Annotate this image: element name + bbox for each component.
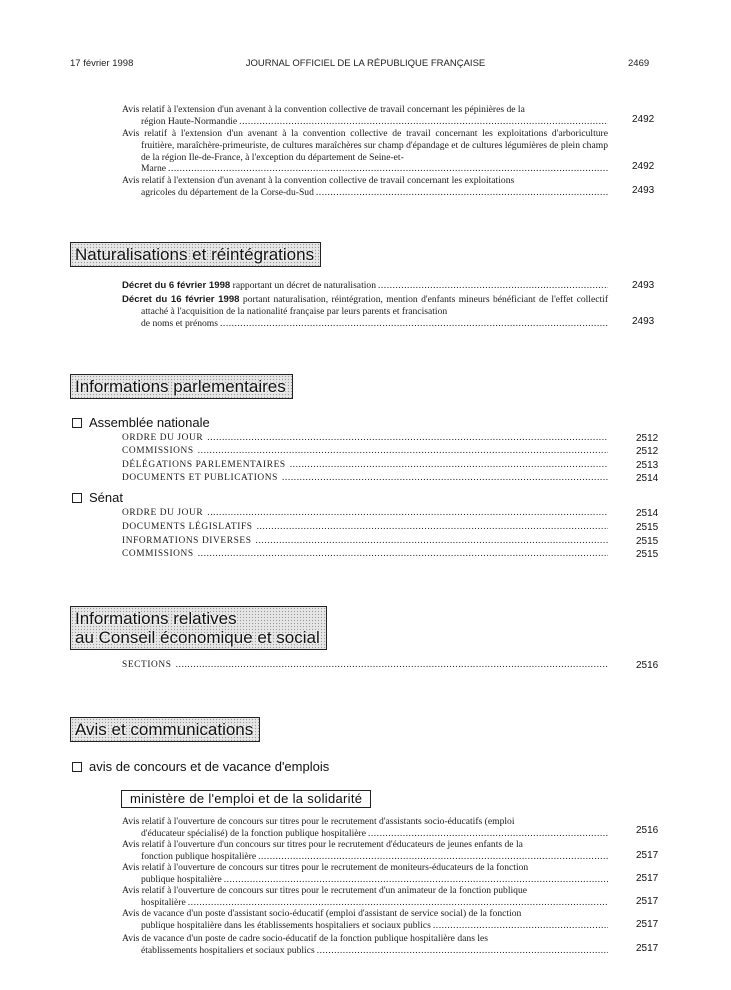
leader-dots [433, 920, 608, 932]
leader-dots [224, 874, 608, 886]
item-label: ORDRE DU JOUR [122, 508, 204, 518]
section-heading-naturalisations: Naturalisations et réintégrations [70, 242, 321, 267]
list-item [122, 660, 608, 670]
section-heading-parlementaires: Informations parlementaires [70, 374, 293, 399]
page-reference: 2514 [636, 473, 659, 484]
list-item [122, 862, 608, 886]
item-label: DOCUMENTS LÉGISLATIFS [122, 522, 253, 532]
leader-dots [316, 187, 608, 199]
item-label: COMMISSIONS [122, 549, 194, 559]
entry-text-end: rapportant un décret de naturalisation [232, 280, 376, 291]
page-reference: 2516 [636, 660, 659, 671]
entry-text-end: région Haute-Normandie [141, 115, 238, 127]
list-item [122, 522, 608, 532]
page-reference: 2517 [636, 896, 659, 907]
page-reference: 2515 [636, 549, 659, 560]
subheading-label: Sénat [89, 490, 123, 505]
subheading-label: Assemblée nationale [89, 415, 210, 430]
entry-text-end: hospitalière [141, 896, 186, 908]
page-reference: 2514 [636, 508, 659, 519]
entry-text-end: Marne [141, 163, 167, 175]
item-label: SECTIONS [122, 660, 172, 670]
leader-dots [176, 660, 608, 670]
page-reference: 2516 [636, 825, 659, 836]
page-reference: 2492 [632, 161, 655, 172]
page-reference: 2512 [636, 433, 659, 444]
list-item [122, 294, 608, 329]
header-title: JOURNAL OFFICIEL DE LA RÉPUBLIQUE FRANÇAISE [245, 58, 486, 69]
entry-text: Avis de vacance d'un poste de cadre socio-éducatif de la fonction publique hospitalière dans les [122, 933, 488, 944]
list-item [122, 536, 608, 546]
page-reference: 2515 [636, 522, 659, 533]
entry-text: Avis relatif à l'ouverture d'un concours sur titres pour le recrutement d'éducateurs de jeunes enfants de la [122, 839, 523, 850]
list-item [122, 885, 608, 909]
list-item [122, 508, 608, 518]
entry-text: Avis relatif à l'extension d'un avenant à la convention collective de travail concernant les exploitations d'arboriculture fruitière, maraîchère-primeuriste, de cultures maraîchères sur champ d'épandage et de cultures légumières de plein champ de la région Ile-de-France, à l'exception du département de Seine-et- [122, 128, 608, 163]
leader-dots [239, 116, 608, 128]
entry-text: Avis relatif à l'ouverture de concours sur titres pour le recrutement d'assistants socio-éducatifs (emploi [122, 816, 515, 827]
page-reference: 2517 [636, 850, 659, 861]
leader-dots [290, 460, 608, 470]
leader-dots [168, 163, 608, 175]
header-page-number: 2469 [628, 58, 650, 69]
leader-dots [257, 522, 608, 532]
page-reference: 2492 [632, 114, 655, 125]
page-reference: 2517 [636, 873, 659, 884]
entry-text: Avis relatif à l'extension d'un avenant à la convention collective de travail concernant les pépinières de la [122, 104, 525, 115]
section-heading-line: au Conseil économique et social [75, 628, 320, 647]
subheading-senat [72, 490, 123, 505]
item-label: DÉLÉGATIONS PARLEMENTAIRES [122, 460, 286, 470]
item-label: COMMISSIONS [122, 446, 194, 456]
list-item [122, 280, 608, 292]
entry-text-end: d'éducateur spécialisé) de la fonction publique hospitalière [141, 827, 366, 839]
decree-title: Décret du 6 février 1998 [122, 280, 231, 291]
entry-text: Avis relatif à l'ouverture de concours sur titres pour le recrutement de moniteurs-éducateurs de la fonction [122, 862, 529, 873]
leader-dots [198, 549, 608, 559]
page-reference: 2515 [636, 536, 659, 547]
checkbox-square-icon [72, 493, 82, 503]
entry-text: portant naturalisation, réintégration, mention d'enfants mineurs bénéficiant de l'effet collectif attaché à l'acquisition de la nationalité française par leurs parents et francisation [141, 294, 609, 317]
entry-text: Avis relatif à l'extension d'un avenant à la convention collective de travail concernant les exploitations [122, 175, 515, 186]
entry-text-end: fonction publique hospitalière [141, 850, 257, 862]
leader-dots [378, 280, 608, 292]
section-heading-line: Informations relatives [75, 609, 237, 628]
entry-text: Avis de vacance d'un poste d'assistant socio-éducatif (emploi d'assistant de service social) de la fonction [122, 908, 522, 919]
ministry-label: ministère de l'emploi et de la solidarité [121, 790, 371, 808]
list-item [122, 175, 608, 199]
leader-dots [207, 433, 608, 443]
page-reference: 2493 [632, 316, 655, 327]
list-item [122, 128, 608, 175]
item-label: INFORMATIONS DIVERSES [122, 536, 252, 546]
leader-dots [220, 318, 608, 330]
entry-text-end: de noms et prénoms [141, 317, 219, 329]
subheading-concours [72, 759, 329, 774]
section-heading-avis: Avis et communications [70, 717, 260, 742]
leader-dots [207, 508, 608, 518]
entry-text-end: établissements hospitaliers et sociaux publics [141, 944, 315, 956]
leader-dots [188, 897, 608, 909]
page-reference: 2493 [632, 280, 655, 291]
leader-dots [282, 473, 608, 483]
leader-dots [198, 446, 608, 456]
entry-text: Avis relatif à l'ouverture de concours sur titres pour le recrutement d'un animateur de la fonction publique [122, 885, 528, 896]
list-item [122, 908, 608, 932]
list-item [122, 549, 608, 559]
page-reference: 2512 [636, 446, 659, 457]
list-item [122, 460, 608, 470]
item-label: DOCUMENTS ET PUBLICATIONS [122, 473, 278, 483]
section-heading-ces [70, 606, 327, 650]
entry-text-end: publique hospitalière dans les établissements hospitaliers et sociaux publics [141, 919, 431, 931]
page-reference: 2517 [636, 919, 659, 930]
list-item [122, 816, 608, 840]
list-item [122, 433, 608, 443]
list-item [122, 933, 608, 957]
checkbox-square-icon [72, 418, 82, 428]
leader-dots [317, 945, 608, 957]
page-reference: 2517 [636, 943, 659, 954]
page-reference: 2493 [632, 185, 655, 196]
entry-text-end: publique hospitalière [141, 873, 222, 885]
leader-dots [256, 536, 608, 546]
entry-text-end: agricoles du département de la Corse-du-Sud [141, 186, 314, 198]
subheading-assemblee [72, 415, 210, 430]
list-item [122, 104, 608, 128]
leader-dots [258, 851, 608, 863]
subheading-label: avis de concours et de vacance d'emplois [89, 759, 330, 774]
leader-dots [368, 828, 608, 840]
list-item [122, 446, 608, 456]
item-label: ORDRE DU JOUR [122, 433, 204, 443]
header-date: 17 février 1998 [70, 58, 134, 69]
list-item [122, 473, 608, 483]
page-reference: 2513 [636, 460, 659, 471]
decree-title: Décret du 16 février 1998 [122, 294, 240, 305]
checkbox-square-icon [72, 762, 82, 772]
list-item [122, 839, 608, 863]
